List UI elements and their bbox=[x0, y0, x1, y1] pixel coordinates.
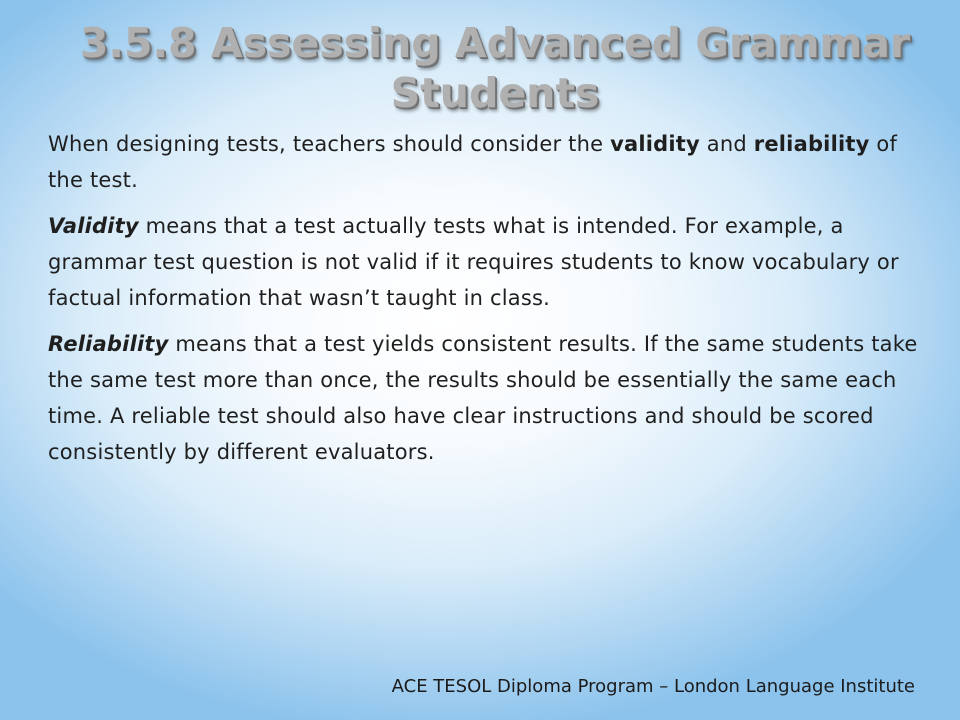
term-validity: Validity bbox=[48, 214, 139, 238]
paragraph-validity bbox=[48, 208, 918, 316]
validity-definition: means that a test actually tests what is intended. For example, a grammar test question is not valid if it requires students to know vocabulary or factual information that wasn’t taught in class. bbox=[48, 214, 899, 310]
footer-text: ACE TESOL Diploma Program – London Language Institute bbox=[391, 676, 915, 697]
intro-text-1: When designing tests, teachers should consider the bbox=[48, 132, 611, 156]
intro-text-2: and bbox=[699, 132, 754, 156]
keyword-validity: validity bbox=[610, 132, 700, 156]
paragraph-reliability bbox=[48, 326, 918, 470]
slide-body bbox=[48, 126, 918, 480]
paragraph-intro bbox=[48, 126, 918, 198]
term-reliability: Reliability bbox=[48, 332, 169, 356]
slide-title: 3.5.8 Assessing Advanced Grammar Students bbox=[79, 19, 911, 117]
reliability-definition: means that a test yields consistent results. If the same students take the same test more than once, the results should be essentially the same each time. A reliable test should also have clear instructions and should be scored consistently by different evaluators. bbox=[48, 332, 918, 464]
keyword-reliability: reliability bbox=[753, 132, 870, 156]
intro-text-3: of the test. bbox=[48, 132, 898, 192]
